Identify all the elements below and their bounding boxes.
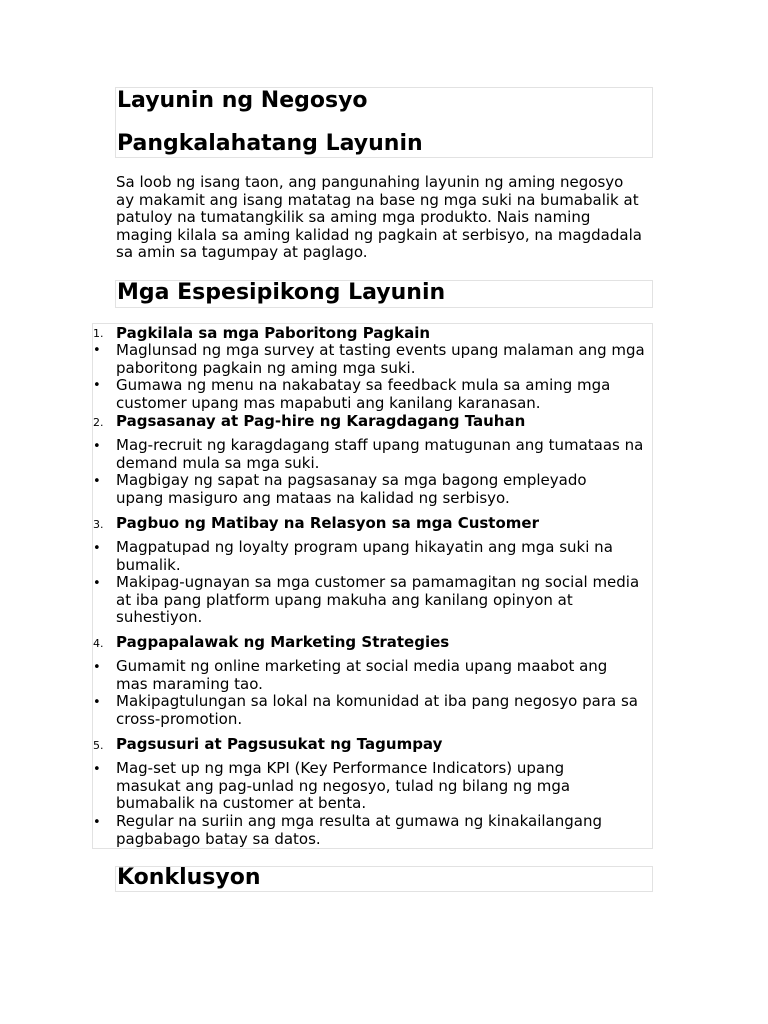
objective-title: Pagsasanay at Pag-hire ng Karagdagang Tauhan [116,412,526,430]
document-title-text: Layunin ng Negosyo [117,88,368,113]
bullet-icon: • [93,660,101,675]
list-number: 1. [93,327,104,340]
objective-bullet: Gumamit ng online marketing at social media upang maabot ang mas maraming tao. [116,657,608,693]
objective-bullet: Regular na suriin ang mga resulta at gumawa ng kinakailangang pagbabago batay sa datos. [116,812,602,848]
bullet-icon: • [93,439,101,454]
objective-title: Pagkilala sa mga Paboritong Pagkain [116,324,431,342]
list-number: 5. [93,739,104,752]
bullet-icon: • [93,343,101,358]
specific-heading [117,280,447,306]
bullet-icon: • [93,762,101,777]
bullet-icon: • [93,695,101,710]
objective-bullet: Maglunsad ng mga survey at tasting events upang malaman ang mga paboritong pagkain ng aming mga suki. [116,341,645,377]
objective-title: Pagsusuri at Pagsusukat ng Tagumpay [116,735,443,753]
list-number: 2. [93,416,104,429]
objective-bullet: Magbigay ng sapat na pagsasanay sa mga bagong empleyado upang masiguro ang mataas na kalidad ng serbisyo. [116,471,587,507]
bullet-icon: • [93,541,101,556]
objective-bullet: Makipagtulungan sa lokal na komunidad at iba pang negosyo para sa cross-promotion. [116,692,638,728]
conclusion-heading-text: Konklusyon [117,865,261,890]
bullet-icon: • [93,378,101,393]
general-paragraph: Sa loob ng isang taon, ang pangunahing layunin ng aming negosyo ay makamit ang isang matatag na base ng mga suki na bumabalik at patuloy na tumatangkilik sa aming mga produkto. Nais naming maging kilala sa aming kalidad ng pagkain at serbisyo, na magdadala sa amin sa tagumpay at paglago. [116,173,642,262]
conclusion-heading [117,865,262,891]
specific-heading-text: Mga Espesipikong Layunin [117,280,446,305]
objective-bullet: Magpatupad ng loyalty program upang hikayatin ang mga suki na bumalik. [116,538,613,574]
objective-bullet: Makipag-ugnayan sa mga customer sa pamamagitan ng social media at iba pang platform upang makuha ang kanilang opinyon at suhestiyon. [116,573,640,627]
bullet-icon: • [93,576,101,591]
list-number: 4. [93,637,104,650]
general-heading [117,131,425,157]
objective-bullet: Mag-set up ng mga KPI (Key Performance Indicators) upang masukat ang pag-unlad ng negosyo, tulad ng bilang ng mga bumabalik na customer at benta. [116,759,571,813]
bullet-icon: • [93,815,101,830]
objective-title: Pagbuo ng Matibay na Relasyon sa mga Customer [116,514,539,532]
list-number: 3. [93,518,104,531]
document-title [117,88,370,114]
objective-bullet: Gumawa ng menu na nakabatay sa feedback mula sa aming mga customer upang mas mapabuti ang kanilang karanasan. [116,376,611,412]
bullet-icon: • [93,474,101,489]
objective-bullet: Mag-recruit ng karagdagang staff upang matugunan ang tumataas na demand mula sa mga suki. [116,436,644,472]
objective-title: Pagpapalawak ng Marketing Strategies [116,633,450,651]
general-heading-text: Pangkalahatang Layunin [117,131,423,156]
